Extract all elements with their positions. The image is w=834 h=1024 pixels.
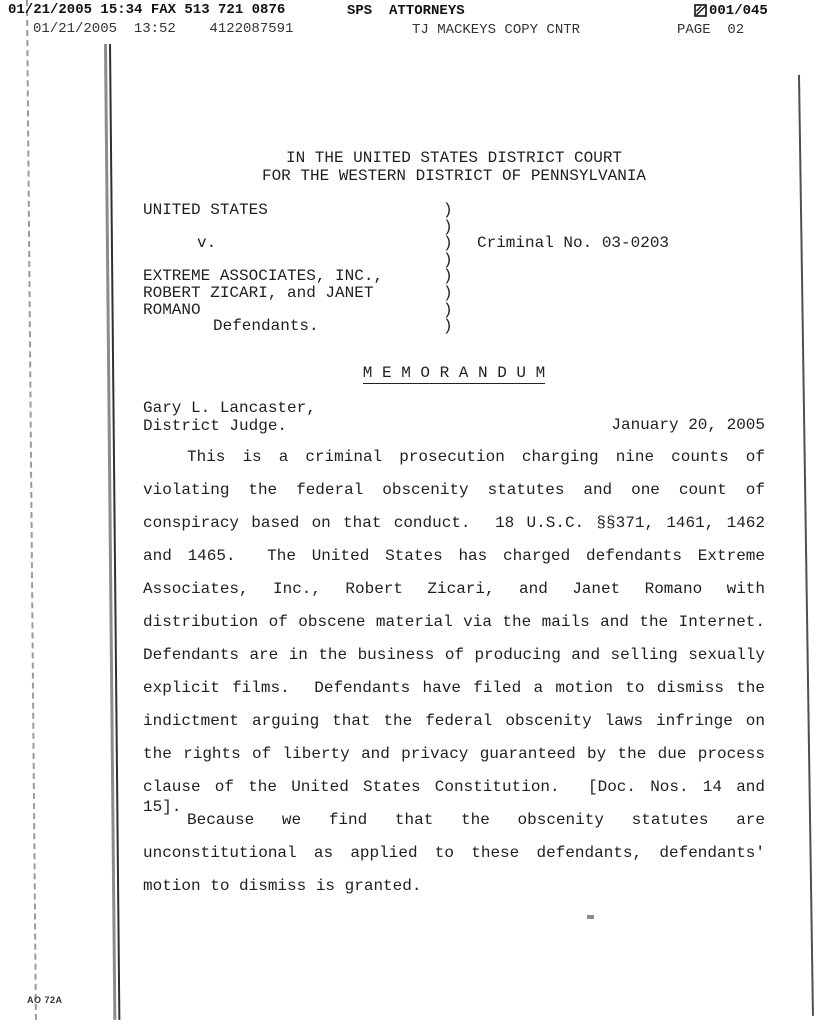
caption-row <box>143 302 765 319</box>
body-line: indictment arguing that the federal obscenity laws infringe on <box>143 712 765 730</box>
caption-row <box>143 318 765 335</box>
defendant-name-line3: ROMANO <box>143 300 201 319</box>
court-heading-line2: FOR THE WESTERN DISTRICT OF PENNSYLVANIA <box>261 167 647 185</box>
memorandum-body <box>143 447 765 909</box>
body-line: distribution of obscene material via the mails and the Internet. <box>143 613 765 631</box>
case-caption <box>143 202 765 335</box>
caption-row <box>143 235 765 252</box>
body-line: clause of the United States Constitution. [Doc. Nos. 14 and 15]. <box>143 778 765 816</box>
body-line: conspiracy based on that conduct. 18 U.S.C. §§371, 1461, 1462 <box>143 514 765 532</box>
caption-paren: ) <box>443 217 453 236</box>
form-number-label: AO 72A <box>27 995 63 1005</box>
body-line: Because we find that the obscenity statutes are <box>187 811 765 829</box>
body-line: and 1465. The United States has charged defendants Extreme <box>143 547 765 565</box>
case-number: Criminal No. 03-0203 <box>477 234 670 253</box>
body-line: Associates, Inc., Robert Zicari, and Janet Romano with <box>143 580 765 598</box>
memorandum-title <box>143 364 765 382</box>
caption-paren: ) <box>443 234 453 253</box>
caption-paren: ) <box>443 300 453 319</box>
body-line: explicit films. Defendants have filed a motion to dismiss the <box>143 679 765 697</box>
defendant-name-line1: EXTREME ASSOCIATES, INC., <box>143 267 384 286</box>
body-line: This is a criminal prosecution charging nine counts of <box>187 448 765 466</box>
body-line: unconstitutional as applied to these defendants, defendants' <box>143 844 765 862</box>
fax-timestamp-line1: 01/21/2005 15:34 FAX 513 721 0876 <box>8 2 286 18</box>
defendants-label: Defendants. <box>213 317 319 336</box>
versus-label: v. <box>197 234 217 253</box>
caption-paren: ) <box>443 201 453 219</box>
caption-paren: ) <box>443 317 453 336</box>
caption-row <box>143 219 765 236</box>
caption-row <box>143 285 765 302</box>
defendant-name-line2: ROBERT ZICARI, and JANET <box>143 283 374 302</box>
body-line: the rights of liberty and privacy guaranteed by the due process <box>143 745 765 763</box>
caption-row <box>143 268 765 285</box>
memorandum-title-text: M E M O R A N D U M <box>362 364 546 382</box>
fax-page-icon <box>694 4 707 17</box>
caption-paren: ) <box>443 267 453 286</box>
scan-artifact-speck <box>587 915 594 919</box>
caption-row <box>143 202 765 219</box>
left-dashed-scan-line <box>26 0 37 1024</box>
body-line: Defendants are in the business of producing and selling sexually <box>143 646 765 664</box>
plaintiff-name: UNITED STATES <box>143 201 268 219</box>
judge-title: District Judge. <box>143 417 288 435</box>
body-line: violating the federal obscenity statutes and one count of <box>143 481 765 499</box>
right-scan-line <box>798 75 814 1016</box>
court-heading-line1: IN THE UNITED STATES DISTRICT COURT <box>285 149 623 167</box>
caption-row <box>143 252 765 269</box>
caption-paren: ) <box>443 283 453 302</box>
court-heading <box>143 149 765 185</box>
fax-page-counter: 001/045 <box>709 3 768 19</box>
caption-paren: ) <box>443 250 453 269</box>
fax-page-number: PAGE 02 <box>677 22 745 38</box>
body-line: motion to dismiss is granted. <box>143 877 422 895</box>
fax-recipient-name: TJ MACKEYS COPY CNTR <box>412 22 581 38</box>
fax-sender-name: SPS ATTORNEYS <box>347 3 465 19</box>
pleading-double-rule <box>104 44 120 1020</box>
fax-timestamp-line2: 01/21/2005 13:52 4122087591 <box>33 21 294 37</box>
judge-name: Gary L. Lancaster, <box>143 399 316 417</box>
memorandum-date: January 20, 2005 <box>611 416 765 434</box>
